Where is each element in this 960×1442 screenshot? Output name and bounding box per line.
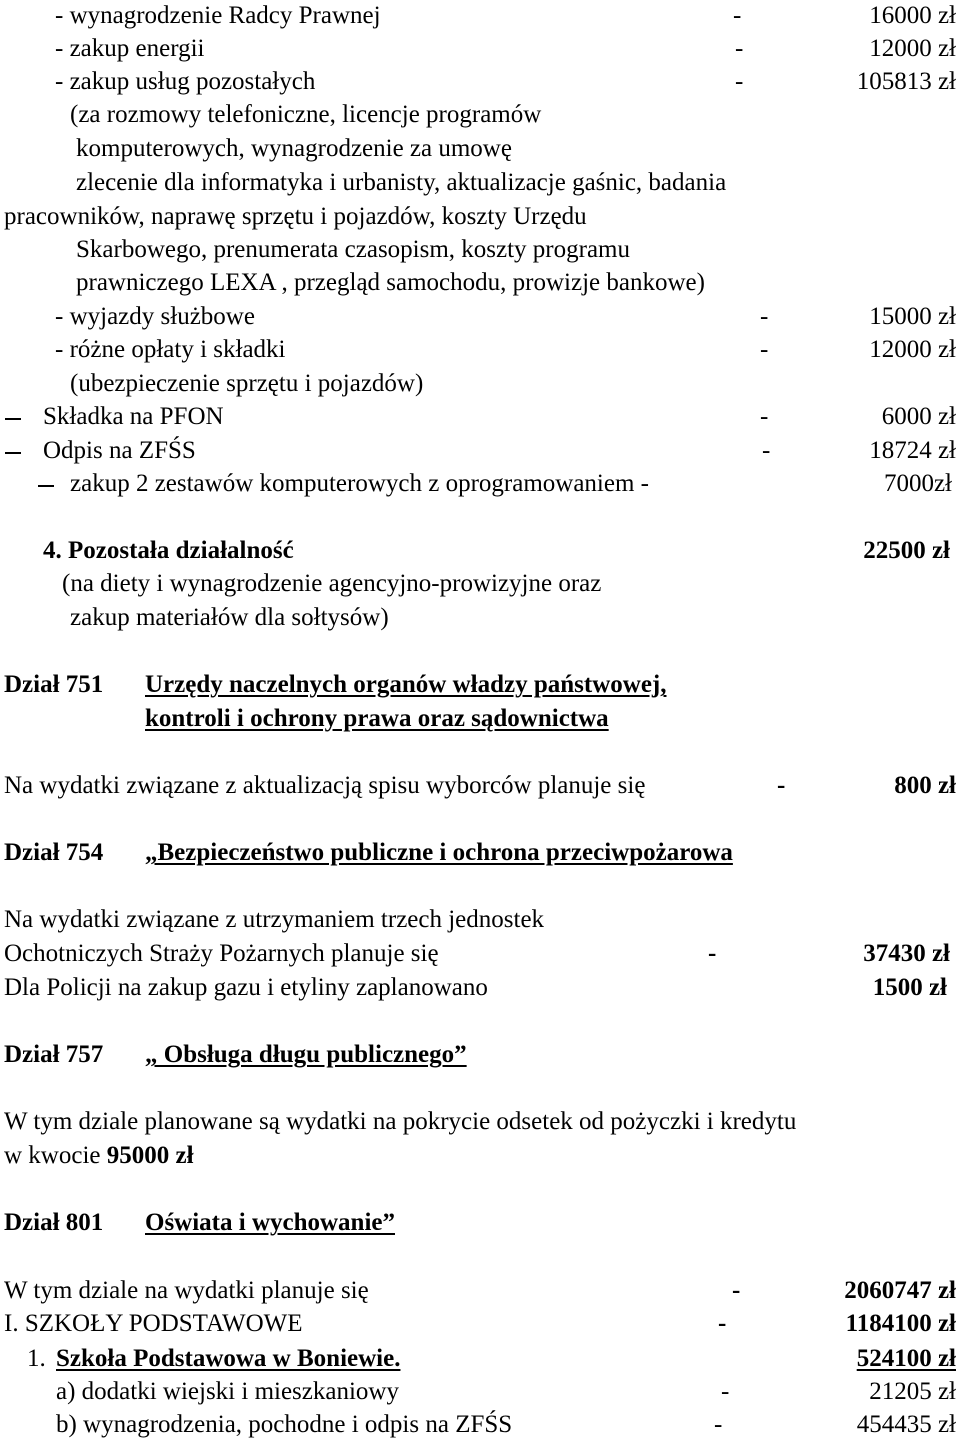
item-label: - wynagrodzenie Radcy Prawnej xyxy=(55,2,381,29)
note-text: pracowników, naprawę sprzętu i pojazdów, koszty Urzędu xyxy=(4,203,587,230)
note-text: Na wydatki związane z utrzymaniem trzech jednostek xyxy=(4,906,545,933)
department-label: Dział 757 xyxy=(4,1041,104,1068)
item-label: - wyjazdy służbowe xyxy=(55,303,255,330)
school-name: Szkoła Podstawowa w Boniewie. xyxy=(56,1345,401,1372)
item-amount: 21205 zł xyxy=(869,1378,956,1405)
section-heading: 4. Pozostała działalność xyxy=(43,537,294,564)
item-separator: - xyxy=(735,35,744,62)
item-separator: - xyxy=(760,303,769,330)
item-amount: 6000 zł xyxy=(881,403,956,430)
note-text: (na diety i wynagrodzenie agencyjno-prowizyjne oraz xyxy=(62,570,602,597)
item-label: W tym dziale na wydatki planuje się xyxy=(4,1277,369,1304)
item-amount: 2060747 zł xyxy=(844,1277,956,1304)
note-text: W tym dziale planowane są wydatki na pokrycie odsetek od pożyczki i kredytu xyxy=(4,1108,797,1135)
bullet-dash xyxy=(38,485,54,487)
item-separator: - xyxy=(735,68,744,95)
note-text: prawniczego LEXA , przegląd samochodu, prowizje bankowe) xyxy=(76,269,705,296)
note-text: komputerowych, wynagrodzenie za umowę xyxy=(76,135,512,162)
note-text: Skarbowego, prenumerata czasopism, koszty programu xyxy=(76,236,631,263)
note-text: (ubezpieczenie sprzętu i pojazdów) xyxy=(70,370,424,397)
item-separator: - xyxy=(762,437,771,464)
note-text: (za rozmowy telefoniczne, licencje programów xyxy=(70,101,542,128)
school-number: 1. xyxy=(27,1345,46,1372)
item-amount: 15000 zł xyxy=(869,303,956,330)
item-separator: - xyxy=(760,336,769,363)
item-separator: - xyxy=(760,403,769,430)
item-separator: - xyxy=(721,1378,730,1405)
item-label: - różne opłaty i składki xyxy=(55,336,286,363)
item-separator: - xyxy=(708,940,717,967)
item-label: Dla Policji na zakup gazu i etyliny zaplanowano xyxy=(4,974,488,1001)
department-label: Dział 801 xyxy=(4,1209,104,1236)
item-label: a) dodatki wiejski i mieszkaniowy xyxy=(56,1378,399,1405)
item-label: b) wynagrodzenia, pochodne i odpis na ZFŚS xyxy=(56,1411,513,1438)
bullet-dash xyxy=(5,452,21,454)
department-title: „ Obsługa długu publicznego” xyxy=(145,1041,467,1068)
note-text: zakup materiałów dla sołtysów) xyxy=(70,604,389,631)
department-label: Dział 751 xyxy=(4,671,104,698)
item-label: Ochotniczych Straży Pożarnych planuje się xyxy=(4,940,439,967)
department-title: Oświata i wychowanie” xyxy=(145,1209,395,1236)
item-amount: 800 zł xyxy=(894,772,956,799)
item-amount: 12000 zł xyxy=(869,35,956,62)
item-amount: 1500 zł xyxy=(872,974,947,1001)
section-amount: 22500 zł xyxy=(863,537,950,564)
department-title: Urzędy naczelnych organów władzy państwowej, xyxy=(145,671,667,698)
item-amount: 105813 zł xyxy=(856,68,956,95)
item-label: zakup 2 zestawów komputerowych z oprogramowaniem - xyxy=(70,470,649,497)
department-title: kontroli i ochrony prawa oraz sądownictwa xyxy=(145,705,609,732)
subsection-heading: I. SZKOŁY PODSTAWOWE xyxy=(4,1310,303,1337)
item-separator: - xyxy=(718,1310,727,1337)
item-amount: 1184100 zł xyxy=(845,1310,956,1337)
school-amount: 524100 zł xyxy=(856,1345,956,1372)
item-amount: 454435 zł xyxy=(856,1411,956,1438)
bullet-dash xyxy=(5,418,21,420)
item-label: Składka na PFON xyxy=(43,403,224,430)
item-separator: - xyxy=(714,1411,723,1438)
item-label: Odpis na ZFŚS xyxy=(43,437,196,464)
item-amount: 37430 zł xyxy=(863,940,950,967)
item-label: Na wydatki związane z aktualizacją spisu wyborców planuje się xyxy=(4,772,646,799)
note-text: zlecenie dla informatyka i urbanisty, aktualizacje gaśnic, badania xyxy=(76,169,727,196)
item-amount: 95000 zł xyxy=(106,1142,194,1169)
item-separator: - xyxy=(777,772,786,799)
item-amount: 12000 zł xyxy=(869,336,956,363)
department-label: Dział 754 xyxy=(4,839,104,866)
item-separator: - xyxy=(733,2,742,29)
item-label: - zakup energii xyxy=(55,35,205,62)
item-label: - zakup usług pozostałych xyxy=(55,68,316,95)
item-amount: 18724 zł xyxy=(869,437,956,464)
item-amount: 16000 zł xyxy=(869,2,956,29)
item-separator: - xyxy=(732,1277,741,1304)
note-text: w kwocie xyxy=(4,1142,101,1169)
note-text xyxy=(4,1143,194,1168)
department-title: „Bezpieczeństwo publiczne i ochrona przeciwpożarowa xyxy=(145,839,733,866)
item-amount: 7000zł xyxy=(883,470,952,497)
